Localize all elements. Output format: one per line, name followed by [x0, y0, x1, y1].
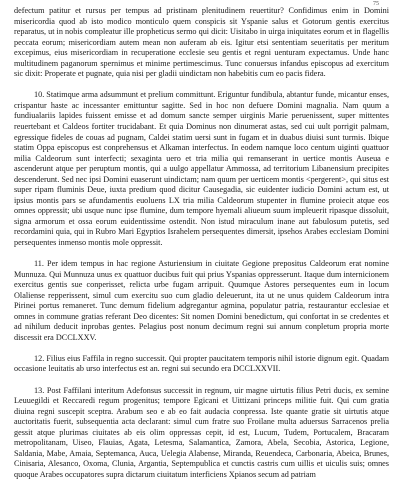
paragraph-text: 13. Post Faffilani interitum Adefonsus successit in regnum, uir magne uirtutis filius Petri ducis, ex semine Leuuegildi et Reccaredi regum progenitus; tempore Egicani et Uittizani princeps militie fuit. Qui cum gratia diuina regni suscepit sceptra. Arabum seo e ab eo fait audacia conpressa. Iste quante gratie sit uirtutis atque auctoritatis fuerit, subsequentia acta declarant: simul cum fratre suo Froilane multa aduersus Sarracenos prelia gessit atque plurimas ciuitates ab eis olim oppressas cepit, id est, Lucum, Tudem, Portucalem, Bracaram metropolitanam, Uiseo, Flauias, Agata, Letesma, Salamantica, Zamora, Abela, Secobia, Astorica, Legione, Saldania, Mabe, Amaia, Septemanca, Auca, Uelegia Alabense, Miranda, Reuendeca, Carbonaria, Abeica, Brunes, Cinisaria, Alesanco, Oxoma, Clunia, Argantia, Septempublica et cunctis castris cum uillis et uiculis suis; omnes quoque Arabes occupatores supra dictarum ciuitatum interficiens Xpianos secum ad patriam: [14, 385, 389, 479]
paragraph-12: [14, 354, 389, 375]
paragraph-text: 10. Statimque arma adsummunt et prelium committunt. Eriguntur fundibula, abtantur funde, micantur enses, crispantur haste ac incessanter emittuntur sagitte. Sed in hoc non defuere Domini magnalia. Nam quum a fundiualariis lapides fuissent emisse et ad domum sancte semper uirginis Marie peruenissent, super mittentes reuertebant et Caldeos fortiter trucidabant. Et quia Dominus non dinumerat astas, sed cui uult porrigit palmam, egressique fideles de couas ad pugnam, Caldei statim uersi sunt in fugam et in duabus diuisi sunt turmis. Ibique statim Oppa episcopus est conprehensus et Alkaman interfectus. In eodem namque loco centum uiginti quattuor milia Caldeorum sunt interfecti; sexaginta uero et tria milia qui remanserant in uertice montis Auseua e ascenderunt atque per peruptum montis, qui a uulgo appellatur Ammossa, ad territorium Libanensium precipites descenderunt. Sed nec ipsi Domini euaserunt uindictam; nam quum per uerticem montis <pergerent>, qui situs est super ripam fluminis Deue, iuxta predium quod dicitur Causegadia, sic euidenter iudicio Domini actum est, ut ipsius montis pars se afundamentis euoluens LX tria milia Caldeorum stupenter in flumine proiecit atque eos omnes oppressit; ubi usque nunc ipse flumine, dum tempore hyemali aliueum suum impleuerit ripasque dissoluit, signa armorum et ossa eorum euidentissime ostendit. Non istud miraculum inane aut fabulosum putetis, sed recordamini quia, qui in Rubro Mari Egyptios Israhelem persequentes dimersit, ipsehos Arabes ecclesiam Domini persequentes inmenso montis mole oppressit.: [14, 90, 389, 247]
paragraph-11: [14, 259, 389, 343]
paragraph-13: [14, 386, 389, 481]
paragraph-continuation: [14, 6, 389, 80]
paragraph-text: defectum patitur et rursus per tempus ad pristinam plenitudinem reuertitur? Confidimus enim in Domini misericordia quod ab isto modico monticulo quem conspicis sit Yspanie salus et Gotorum gentis exercitus reparatus, ut in nobis compleatur ille propheticus sermo qui dicit: Uisitabo in uirga iniquitates eorum et in flagellis peccata eorum; misericordiam autem mean non auferam ab eis. Igitur etsi sententiam seueritatis per meritum excepimus, eius misericordiam in recuperatione ecclesie seu gentis et regni uenturam expectamus. Unde hanc multitudinem paganorum spernimus et minime pertimescimus. Tunc conuersus infandus episcopus ad exercitum sic dixit: Properate et pugnate, quia nisi per gladii uindictam non habebitis cum eo pacis fidera.: [14, 6, 389, 79]
document-page: [14, 0, 389, 488]
paragraph-text: 12. Filius eius Faffila in regno successit. Qui propter paucitatem temporis nihil istorie dignum egit. Quadam occasione leuitatis ab urso interfectus est an. regni sui secundo era DCCLXXVII.: [14, 353, 389, 374]
paragraph-10: [14, 90, 389, 248]
text-body: [14, 6, 389, 488]
page-number: 75: [373, 1, 379, 7]
paragraph-text: 11. Per idem tempus in hac regione Asturiensium in ciuitate Gegione prepositus Caldeorum erat nomine Munnuza. Qui Munnuza unus ex quattuor ducibus fuit qui prius Yspanias oppresserunt. Itaque dum internicionem exercitus gentis sue conperisset, relicta urbe fugam arripuit. Quumque Astores persequentes eum in locum Olaliense repperissent, simul cum exercitu suo cum gladio deleuerunt, ita ut ne unus quidem Caldeorum intra Pirinei portus remaneret. Tunc demum fidelium adgregantur agmina, populatur patria, restaurantur ecclesiae et omnes in commune gratias referant Deo dicentes: Sit nomen Domini benedictum, qui confortat in se credentes et ad nihilum deducit inprobas gentes. Pelagius post nonum decimum regni sui annum conpletum propria morte discessit era DCCLXXV.: [14, 259, 389, 342]
